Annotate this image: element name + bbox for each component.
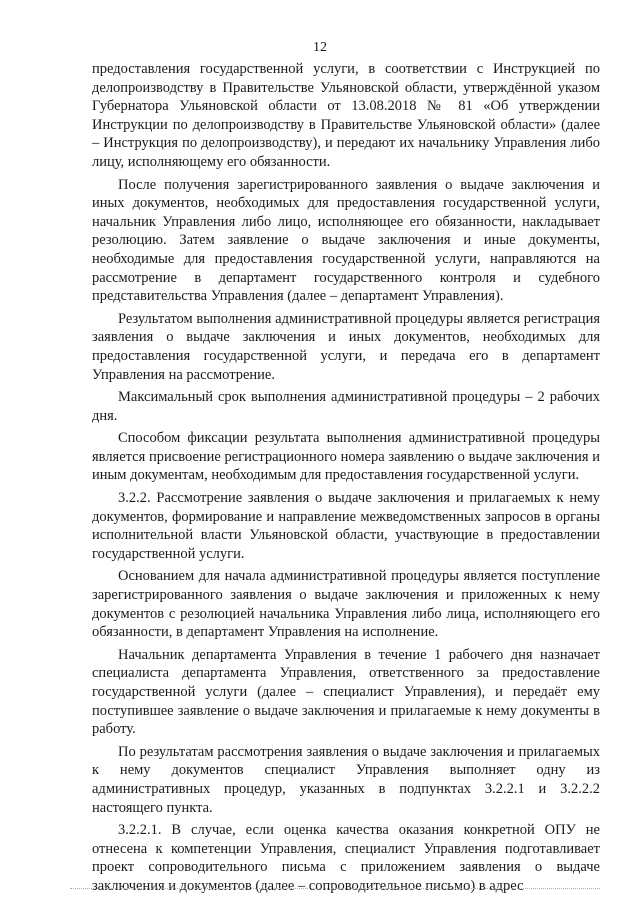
document-body	[92, 60, 600, 900]
paragraph: предоставления государственной услуги, в соответствии с Инструкцией по делопроизводству в Правительстве Ульяновской области, утверждённой указом Губернатора Ульяновской области от 13.08.2018 № 81 «Об утверждении Инструкции по делопроизводству в Правительстве Ульяновской области» (далее – Инструкция по делопроизводству), и передают их начальнику Управления либо лицу, исполняющему его обязанности.	[92, 61, 600, 170]
paragraph: Способом фиксации результата выполнения административной процедуры является присвоение регистрационного номера заявлению о выдаче заключения и иным документам, необходимым для предоставления государственной услуги.	[92, 430, 600, 484]
page-number: 12	[313, 40, 327, 55]
paragraph: 3.2.2.1. В случае, если оценка качества оказания конкретной ОПУ не отнесена к компетенции Управления, специалист Управления подготавливает проект сопроводительного письма с приложением заявления о выдаче заключения и документов (далее – сопроводительное письмо) в адрес	[92, 822, 600, 894]
paragraph: 3.2.2. Рассмотрение заявления о выдаче заключения и прилагаемых к нему документов, формирование и направление межведомственных запросов в органы исполнительной власти Ульяновской области, участвующие в предоставлении государственной услуги.	[92, 490, 600, 562]
paragraph: Основанием для начала административной процедуры является поступление зарегистрированного заявления о выдаче заключения и приложенных к нему документов с резолюцией начальника Управления либо лица, исполняющего его обязанности, в департамент Управления на исполнение.	[92, 568, 600, 641]
paragraph: По результатам рассмотрения заявления о выдаче заключения и прилагаемых к нему документов специалист Управления выполняет одну из административных процедур, указанных в подпунктах 3.2.2.1 и 3.2.2.2 настоящего пункта.	[92, 743, 600, 816]
paragraph: Начальник департамента Управления в течение 1 рабочего дня назначает специалиста департамента Управления, ответственного за предоставление государственной услуги (далее – специалист Управления), и передаёт ему поступившее заявление о выдаче заключения и прилагаемые к нему документы в работу.	[92, 646, 600, 738]
paragraph: Максимальный срок выполнения административной процедуры – 2 рабочих дня.	[92, 389, 600, 424]
scan-edge-line	[70, 888, 600, 890]
paragraph: После получения зарегистрированного заявления о выдаче заключения и иных документов, необходимых для предоставления государственной услуги, начальник Управления либо лицо, исполняющее его обязанности, накладывает резолюцию. Затем заявление о выдаче заключения и иные документы, необходимые для предоставления государственной услуги, направляются на рассмотрение в департамент государственного контроля и судебного представительства Управления (далее – департамент Управления).	[92, 176, 600, 305]
paragraph: Результатом выполнения административной процедуры является регистрация заявления о выдаче заключения и иных документов, необходимых для предоставления государственной услуги, и передача его в департамент Управления на рассмотрение.	[92, 310, 600, 383]
